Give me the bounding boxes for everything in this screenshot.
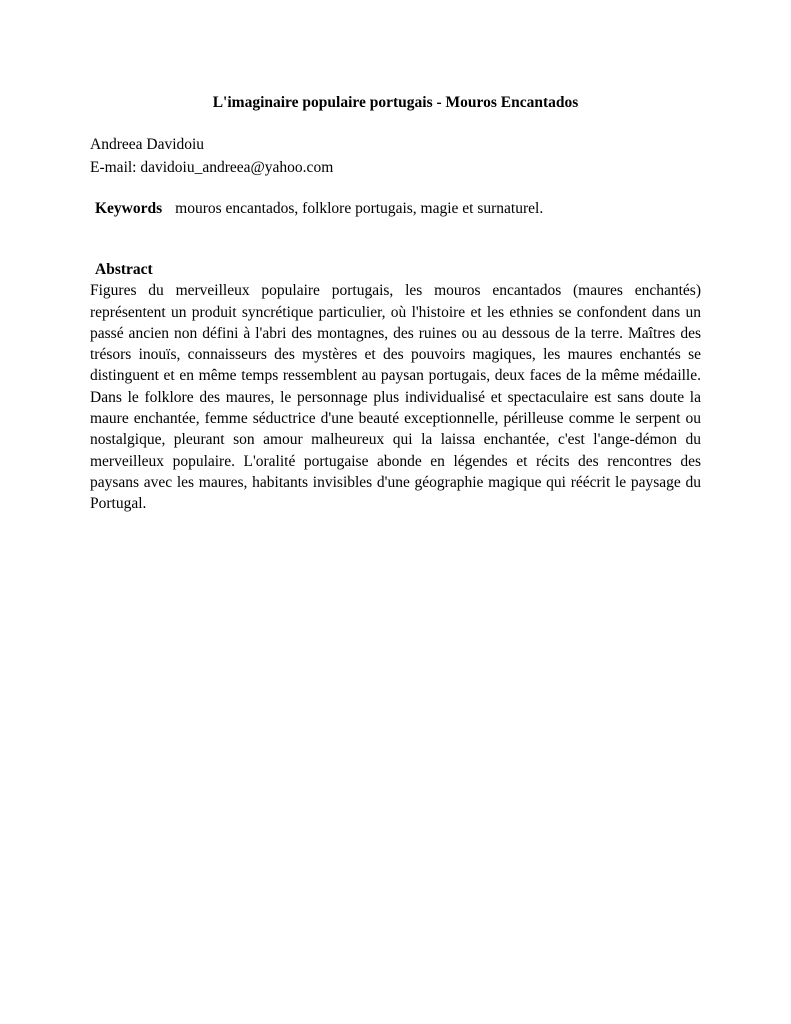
document-content [90, 92, 701, 515]
author-name: Andreea Davidoiu [90, 136, 205, 153]
author-email: E-mail: davidoiu_andreea@yahoo.com [90, 159, 334, 176]
abstract-text: Figures du merveilleux populaire portugais, les mouros encantados (maures enchantés) représentent un produit syncrétique particulier, où l'histoire et les ethnies se confondent dans un passé ancien non défini à l'abri des montagnes, des ruines ou au dessous de la terre. Maîtres des trésors inouïs, connaisseurs des mystères et des pouvoirs magiques, les maures enchantés se distinguent et en même temps ressemblent au paysan portugais, deux faces de la même médaille. Dans le folklore des maures, le personnage plus individualisé et spectaculaire est sans doute la maure enchantée, femme séductrice d'une beauté exceptionnelle, périlleuse comme le serpent ou nostalgique, pleurant son amour malheureux qui la laissa enchantée, c'est l'ange-démon du merveilleux populaire. L'oralité portugaise abonde en légendes et récits des rencontres des paysans avec les maures, habitants invisibles d'une géographie magique qui réécrit le paysage du Portugal. [90, 282, 701, 513]
keywords-label: Keywords [95, 200, 163, 217]
page-title: L'imaginaire populaire portugais - Mouros Encantados [212, 94, 579, 111]
keywords-text: mouros encantados, folklore portugais, magie et surnaturel. [175, 200, 544, 217]
abstract-heading: Abstract [95, 261, 153, 278]
keywords-line [90, 197, 701, 220]
